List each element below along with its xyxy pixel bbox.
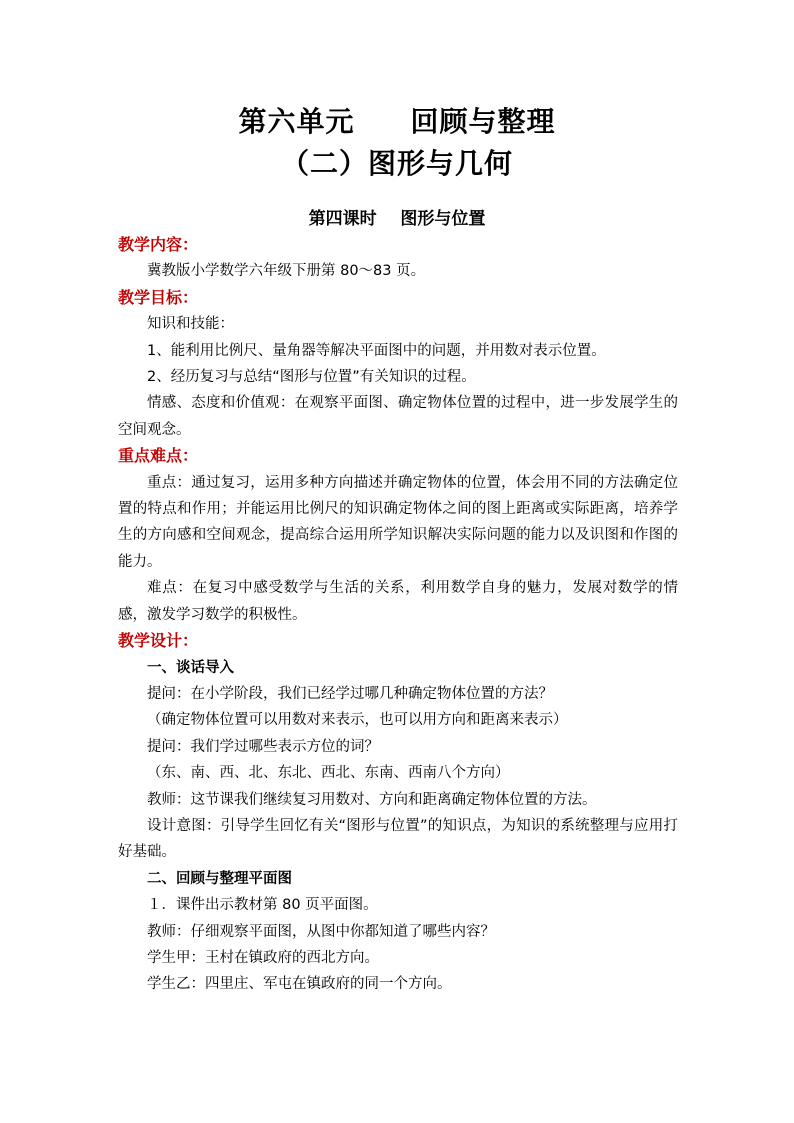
dialog-line: （确定物体位置可以用数对来表示，也可以用方向和距离来表示） (147, 712, 568, 729)
content-text: 冀教版小学数学六年级下册第 80～83 页。 (147, 263, 426, 280)
part2-title: 二、回顾与整理平面图 (147, 870, 292, 887)
unit-title (0, 100, 794, 140)
unit-number: 第六单元 (238, 105, 355, 138)
dialog-line: 提问：我们学过哪些表示方位的词？ (147, 738, 379, 755)
dialog-line: 学生甲：王村在镇政府的西北方向。 (147, 949, 379, 966)
part1-title: 一、谈话导入 (147, 659, 234, 676)
design-intent: 设计意图：引导学生回忆有关“图形与位置”的知识点，为知识的系统整理与应用打好基础。 (118, 817, 678, 861)
dialog-line: （东、南、西、北、东北、西北、东南、西南八个方向） (147, 765, 510, 782)
dialog-line: 学生乙：四里庄、军屯在镇政府的同一个方向。 (147, 976, 452, 993)
goal-line: 1、能利用比例尺、量角器等解决平面图中的问题，并用数对表示位置。 (147, 342, 606, 359)
document-body (118, 232, 678, 998)
section-heading-design: 教学设计： (118, 631, 199, 651)
lesson-title: 第四课时 图形与位置 (308, 209, 486, 229)
subtitle: （二）图形与几何 (280, 147, 513, 180)
section-heading-content: 教学内容： (118, 235, 199, 254)
goal-line: 情感、态度和价值观：在观察平面图、确定物体位置的过程中，进一步发展学生的 空间观念。 (118, 395, 678, 438)
dialog-line: 提问：在小学阶段，我们已经学过哪几种确定物体位置的方法？ (147, 685, 553, 702)
key-point: 重点：通过复习，运用多种方向描述并确定物体的位置，体会用不同的方法确定位置的特点和作用；并能运用比例尺的知识确定物体之间的图上距离或实际距离，培养学生的方向感和空间观念，提高综合运用所学知识解决实际问题的能力以及识图和作图的能力。 (118, 474, 678, 570)
dialog-line: 教师：这节课我们继续复习用数对、方向和距离确定物体位置的方法。 (147, 791, 597, 808)
unit-name: 回顾与整理 (410, 105, 556, 138)
dialog-line: １．课件出示教材第 80 页平面图。 (147, 897, 378, 914)
section-heading-key-points: 重点难点： (118, 446, 199, 466)
goal-line: 2、经历复习与总结“图形与位置”有关知识的过程。 (147, 369, 476, 386)
difficulty-point: 难点：在复习中感受数学与生活的关系，利用数学自身的魅力，发展对数学的情感，激发学习数学的积极性。 (118, 580, 678, 623)
goal-line: 知识和技能： (147, 316, 234, 333)
dialog-line: 教师：仔细观察平面图，从图中你都知道了哪些内容？ (147, 923, 495, 940)
section-heading-goals: 教学目标： (118, 287, 199, 307)
